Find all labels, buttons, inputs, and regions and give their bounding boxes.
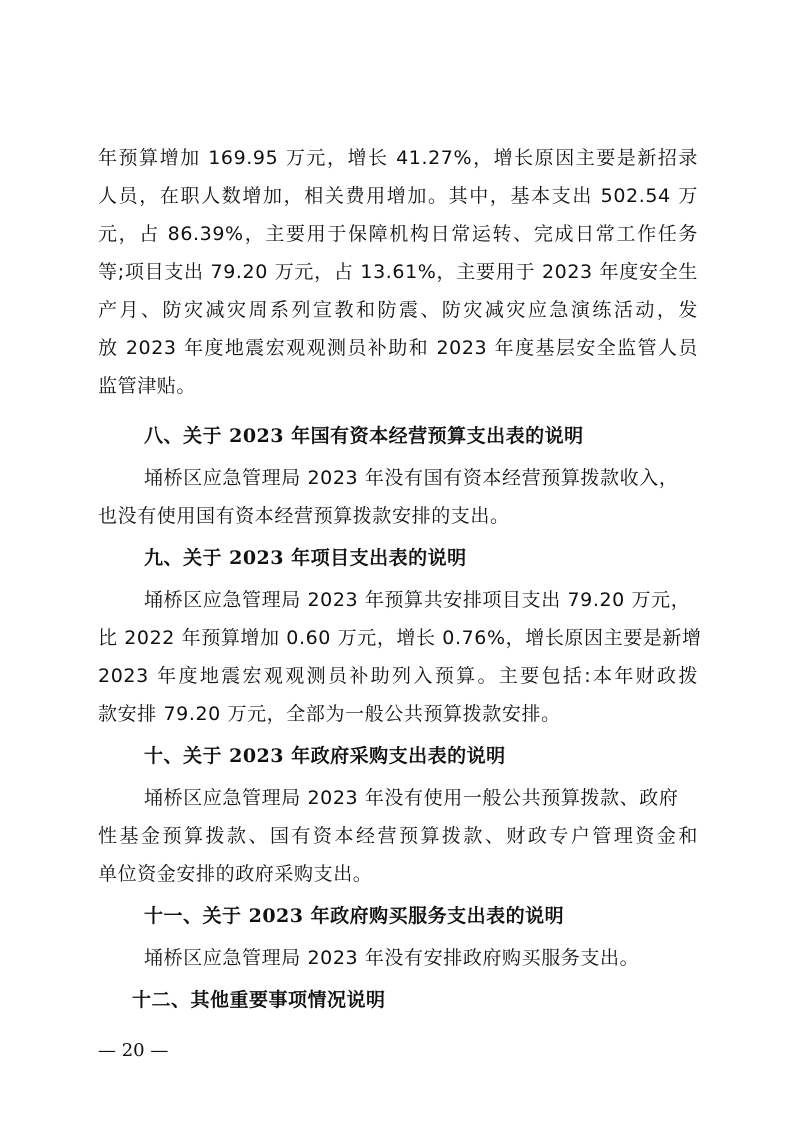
section-heading-8: 八、关于 2023 年国有资本经营预算支出表的说明 — [144, 425, 584, 447]
paragraph-line: 监管津贴。 — [98, 375, 197, 397]
section-heading-10: 十、关于 2023 年政府采购支出表的说明 — [144, 745, 506, 767]
paragraph-line: 单位资金安排的政府采购支出。 — [98, 863, 373, 885]
paragraph-line: 年预算增加 169.95 万元，增长 41.27%，增长原因主要是新招录 — [98, 147, 698, 169]
paragraph-line: 埇桥区应急管理局 2023 年没有国有资本经营预算拨款收入， — [144, 467, 679, 489]
paragraph-line: 产月、防灾减灾周系列宣教和防震、防灾减灾应急演练活动，发 — [98, 299, 698, 321]
paragraph-line: 比 2022 年预算增加 0.60 万元，增长 0.76%，增长原因主要是新增 — [98, 627, 702, 649]
paragraph-line: 埇桥区应急管理局 2023 年没有使用一般公共预算拨款、政府 — [144, 787, 679, 809]
paragraph-line: 等;项目支出 79.20 万元，占 13.61%，主要用于 2023 年度安全生 — [98, 261, 698, 283]
paragraph-line: 人员，在职人数增加，相关费用增加。其中，基本支出 502.54 万 — [98, 185, 698, 207]
paragraph-line: 元，占 86.39%，主要用于保障机构日常运转、完成日常工作任务 — [98, 223, 698, 245]
paragraph-line: 2023 年度地震宏观观测员补助列入预算。主要包括:本年财政拨 — [98, 665, 698, 687]
section-heading-12: 十二、其他重要事项情况说明 — [132, 989, 386, 1011]
paragraph-line: 款安排 79.20 万元，全部为一般公共预算拨款安排。 — [98, 703, 561, 725]
paragraph-line: 也没有使用国有资本经营预算拨款安排的支出。 — [98, 505, 510, 527]
paragraph-line: 埇桥区应急管理局 2023 年没有安排政府购买服务支出。 — [144, 947, 640, 969]
paragraph-line: 性基金预算拨款、国有资本经营预算拨款、财政专户管理资金和 — [98, 825, 698, 847]
section-heading-9: 九、关于 2023 年项目支出表的说明 — [144, 547, 467, 569]
paragraph-line: 放 2023 年度地震宏观观测员补助和 2023 年度基层安全监管人员 — [98, 337, 698, 359]
page-number: — 20 — — [98, 1040, 169, 1061]
section-heading-11: 十一、关于 2023 年政府购买服务支出表的说明 — [144, 905, 565, 927]
paragraph-line: 埇桥区应急管理局 2023 年预算共安排项目支出 79.20 万元， — [144, 589, 691, 611]
